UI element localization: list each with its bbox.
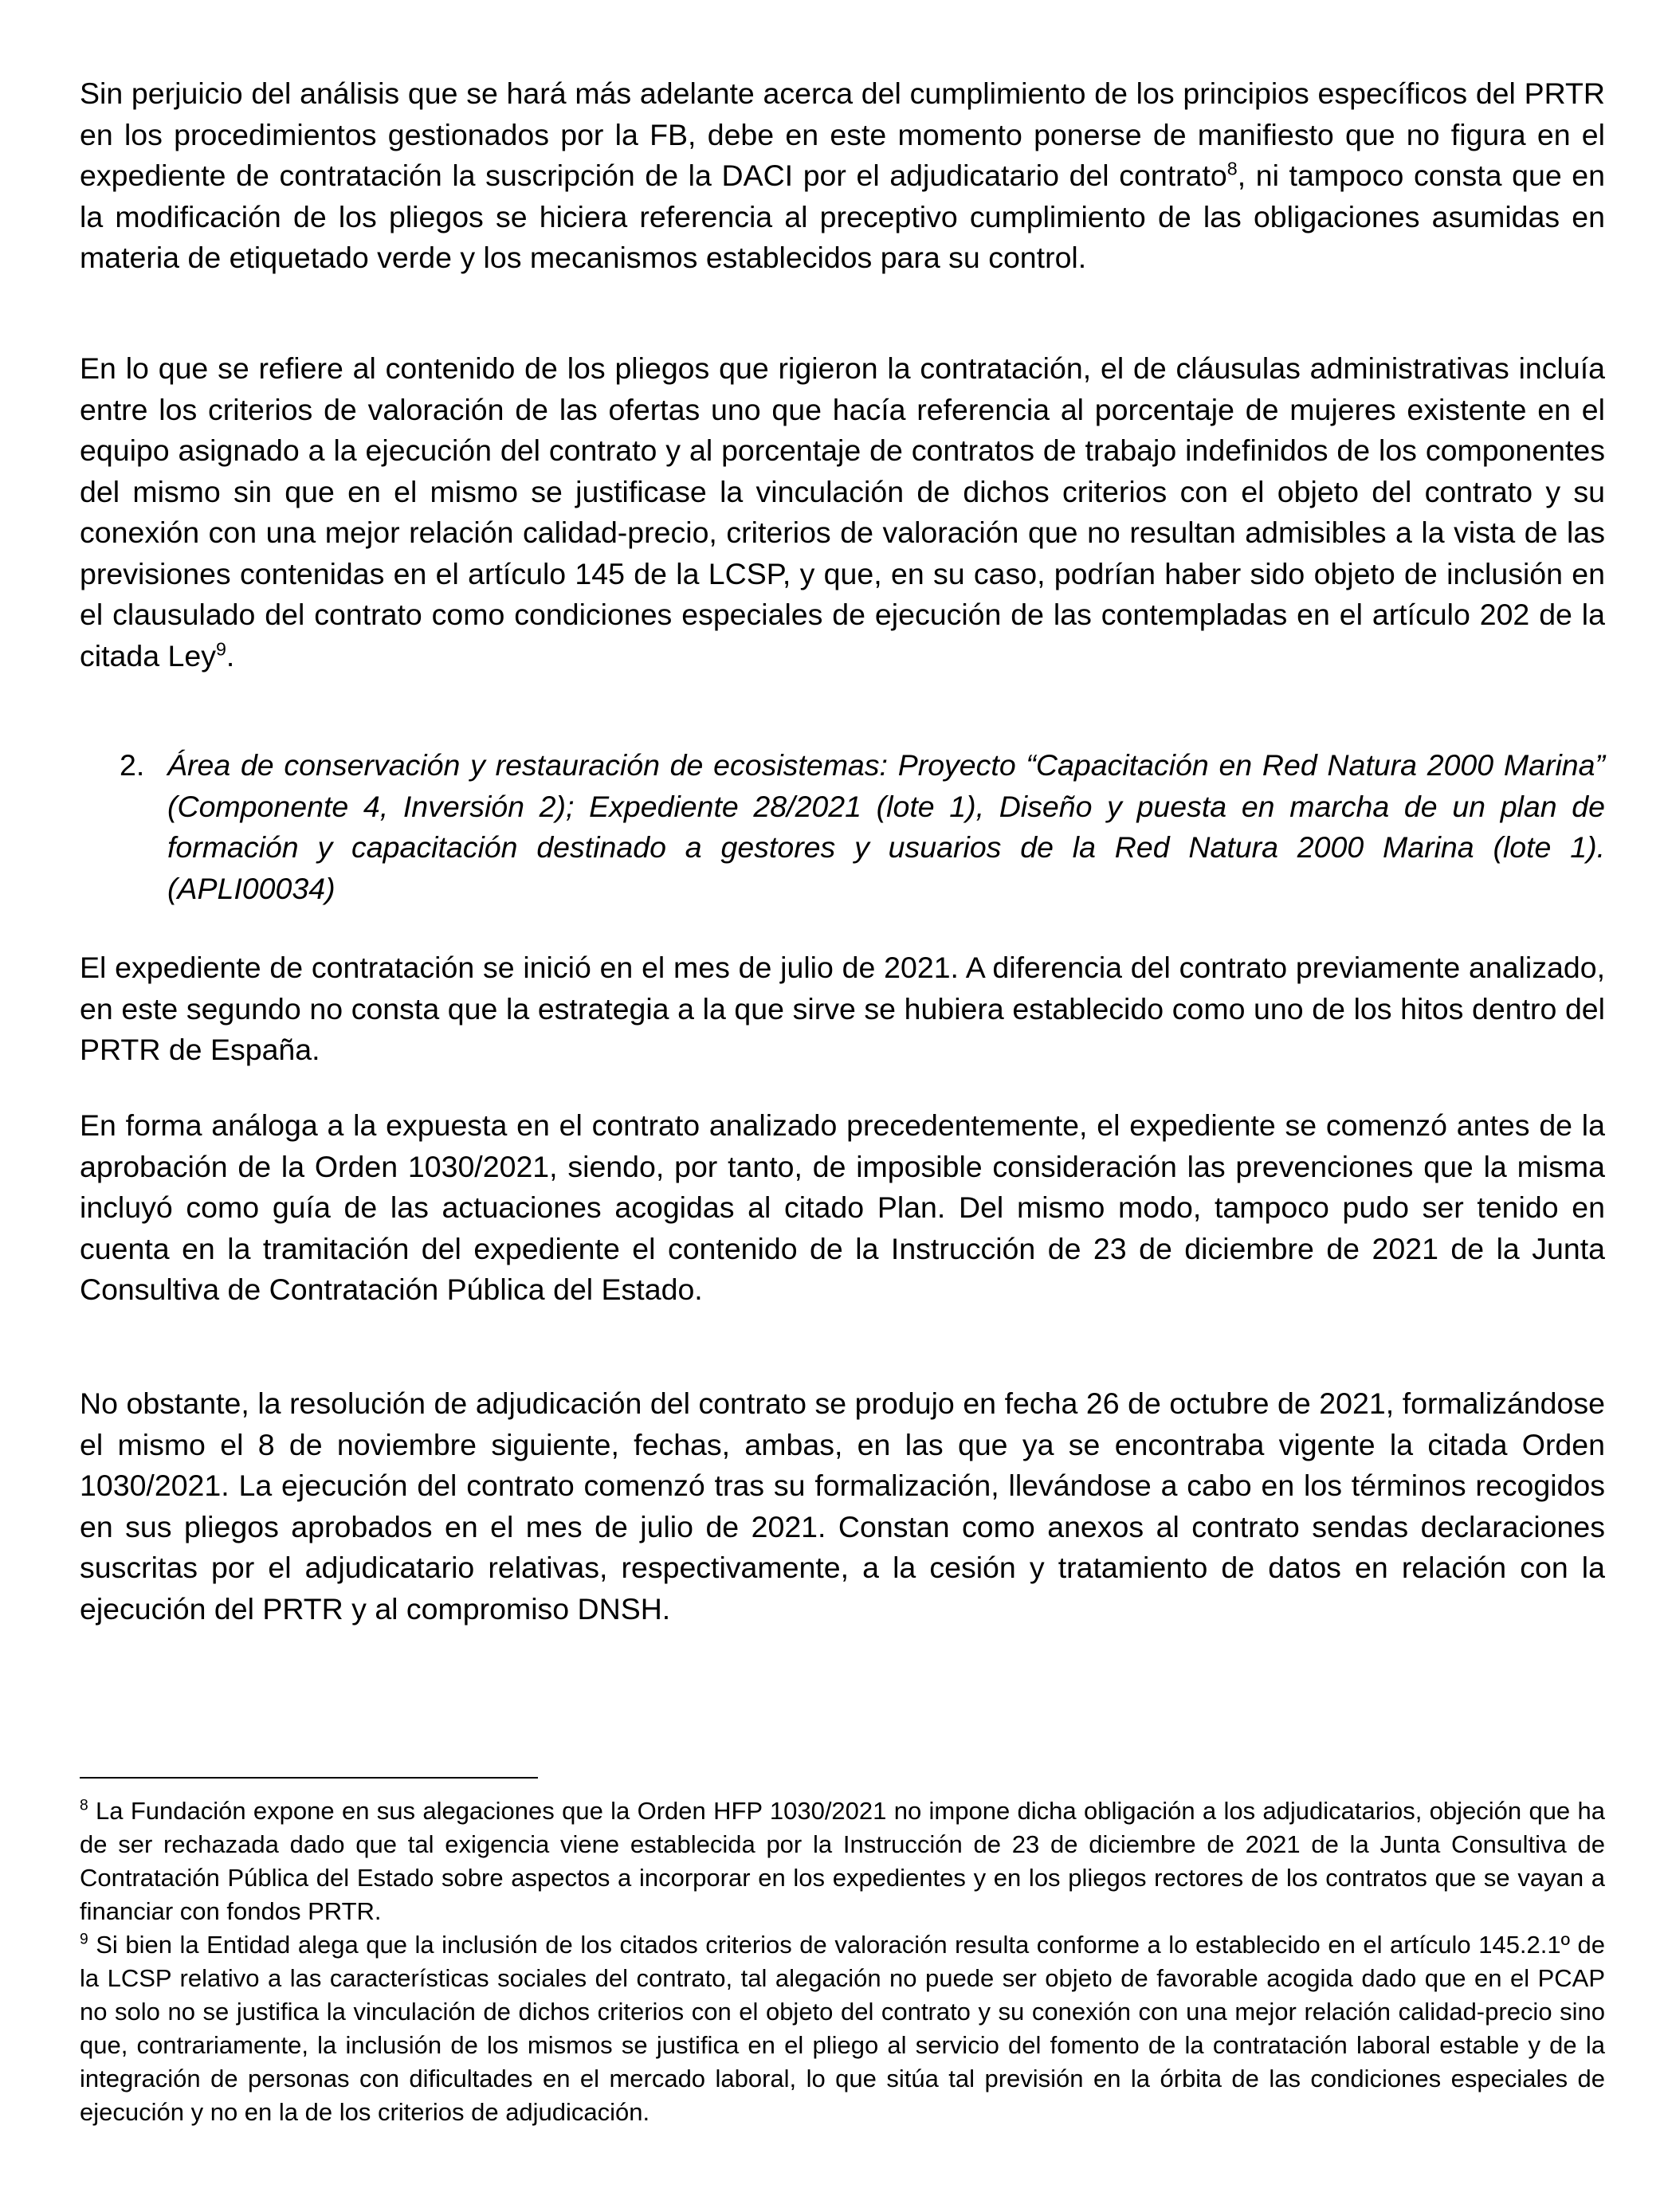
paragraph-inicio-expediente: El expediente de contratación se inició en el mes de julio de 2021. A diferencia del contrato previamente analizado, en este segundo no consta que la estrategia a la que sirve se hubiera establecido como uno de los hitos dentro del PRTR de España. (80, 951, 1605, 1066)
footnote-number: 9 (80, 1931, 88, 1948)
footnote-separator (80, 1777, 538, 1779)
footnote-8 (80, 1794, 1605, 1928)
list-item-text: Área de conservación y restauración de ecosistemas: Proyecto “Capacitación en Red Natura 2000 Marina” (Componente 4, Inversión 2); Expediente 28/2021 (lote 1), Diseño y puesta en marcha de un plan de formación y capacitación destinado a gestores y usuarios de la Red Natura 2000 Marina (lote 1). (APLI00034) (167, 748, 1605, 905)
list-item-number: 2. (120, 748, 145, 782)
footnote-text: Si bien la Entidad alega que la inclusión de los citados criterios de valoración resulta conforme a lo establecido en el artículo 145.2.1º de la LCSP relativo a las características sociales del contrato, tal alegación no puede ser objeto de favorable acogida dado que en el PCAP no solo no se justifica la vinculación de dichos criterios con el objeto del contrato y su conexión con una mejor relación calidad-precio sino que, contrariamente, la inclusión de los mismos se justifica en el pliego al servicio del fomento de la contratación laboral estable y de la integración de personas con dificultades en el mercado laboral, lo que sitúa tal previsión en la órbita de las condiciones especiales de ejecución y no en la de los criterios de adjudicación. (80, 1931, 1605, 2126)
footnote-ref-8[interactable]: 8 (1226, 158, 1238, 179)
paragraph-pliegos (80, 348, 1605, 677)
paragraph-text: , ni tampoco consta que en la modificación de los pliegos se hiciera referencia al preceptivo cumplimiento de las obligaciones asumidas en materia de etiquetado verde y los mecanismos establecidos para su control. (80, 159, 1606, 274)
footnote-text: La Fundación expone en sus alegaciones que la Orden HFP 1030/2021 no impone dicha obligación a los adjudicatarios, objeción que ha de ser rechazada dado que tal exigencia viene establecida por la Instrucción de 23 de diciembre de 2021 de la Junta Consultiva de Contratación Pública del Estado sobre aspectos a incorporar en los expedientes y en los pliegos rectores de los contratos que se vayan a financiar con fondos PRTR. (80, 1797, 1605, 1925)
paragraph-text: . (226, 638, 235, 673)
paragraph-daci (80, 73, 1605, 279)
paragraph-orden-1030: En forma análoga a la expuesta en el contrato analizado precedentemente, el expediente se comenzó antes de la aprobación de la Orden 1030/2021, siendo, por tanto, de imposible consideración las prevenciones que la misma incluyó como guía de las actuaciones acogidas al citado Plan. Del mismo modo, tampoco pudo ser tenido en cuenta en la tramitación del expediente el contenido de la Instrucción de 23 de diciembre de 2021 de la Junta Consultiva de Contratación Pública del Estado. (80, 1108, 1605, 1306)
footnote-ref-9[interactable]: 9 (215, 638, 226, 659)
footnote-number: 8 (80, 1797, 88, 1814)
list-item-project-2 (120, 745, 1605, 909)
paragraph-adjudicacion: No obstante, la resolución de adjudicación del contrato se produjo en fecha 26 de octubre de 2021, formalizándose el mismo el 8 de noviembre siguiente, fechas, ambas, en las que ya se encontraba vigente la citada Orden 1030/2021. La ejecución del contrato comenzó tras su formalización, llevándose a cabo en los términos recogidos en sus pliegos aprobados en el mes de julio de 2021. Constan como anexos al contrato sendas declaraciones suscritas por el adjudicatario relativas, respectivamente, a la cesión y tratamiento de datos en relación con la ejecución del PRTR y al compromiso DNSH. (80, 1386, 1605, 1626)
footnote-9 (80, 1928, 1605, 2129)
paragraph-text: En lo que se refiere al contenido de los pliegos que rigieron la contratación, el de cláusulas administrativas incluía entre los criterios de valoración de las ofertas uno que hacía referencia al porcentaje de mujeres existente en el equipo asignado a la ejecución del contrato y al porcentaje de contratos de trabajo indefinidos de los componentes del mismo sin que en el mismo se justificase la vinculación de dichos criterios con el objeto del contrato y su conexión con una mejor relación calidad-precio, criterios de valoración que no resultan admisibles a la vista de las previsiones contenidas en el artículo 145 de la LCSP, y que, en su caso, podrían haber sido objeto de inclusión en el clausulado del contrato como condiciones especiales de ejecución de las contempladas en el artículo 202 de la citada Ley (80, 351, 1605, 673)
paragraph-text: Sin perjuicio del análisis que se hará más adelante acerca del cumplimiento de los principios específicos del PRTR en los procedimientos gestionados por la FB, debe en este momento ponerse de manifiesto que no figura en el expediente de contratación la suscripción de la DACI por el adjudicatario del contrato (80, 76, 1605, 192)
